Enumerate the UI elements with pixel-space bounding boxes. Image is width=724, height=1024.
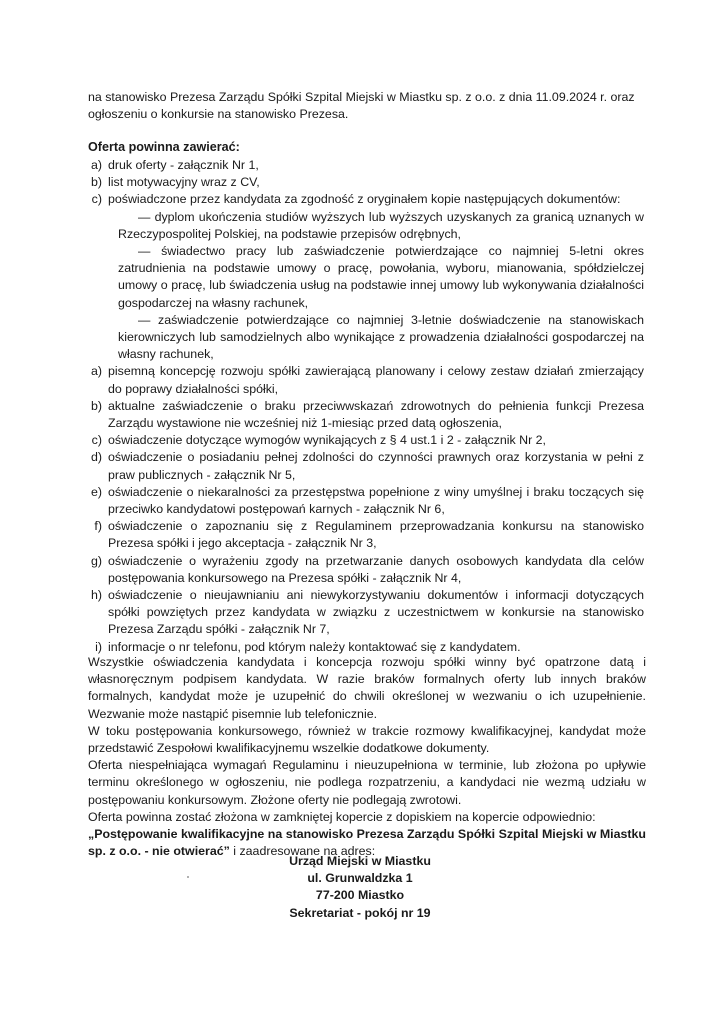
list-item <box>88 484 644 518</box>
list-item-text: oświadczenie o posiadaniu pełnej zdolności do czynności prawnych oraz korzystania w pełni z praw publicznych - załącznik Nr 5, <box>108 450 644 482</box>
scan-speck <box>187 876 189 878</box>
list-marker: h) <box>90 588 102 603</box>
sub-list-text: świadectwo pracy lub zaświadczenie potwierdzające co najmniej 5-letni okres zatrudnienia na podstawie umowy o pracę, powołania, wyboru, mianowania, spółdzielczej umowy o pracę, lub świadczenia usług na podstawie innej umowy lub wykonywania działalności gospodarczej na własny rachunek, <box>118 244 644 310</box>
list-item-text: oświadczenie dotyczące wymogów wynikających z § 4 ust.1 i 2 - załącznik Nr 2, <box>108 433 546 448</box>
list-marker: f) <box>94 519 102 534</box>
list-item <box>88 398 644 432</box>
list-item-text: oświadczenie o nieujawnianiu ani niewykorzystywaniu dokumentów i informacji dotyczących spółki powziętych przez kandydata w związku z uczestnictwem w konkursie na stanowisko Prezesa Zarządu spółki - załącznik Nr 7, <box>108 588 644 637</box>
list-item-text: aktualne zaświadczenie o braku przeciwwskazań zdrowotnych do pełnienia funkcji Prezesa Zarządu wystawione nie wcześniej niż 1-miesiąc przed datą ogłoszenia, <box>108 398 644 431</box>
list-marker: a) <box>90 364 102 379</box>
offer-requirements-list <box>88 157 644 656</box>
list-marker: b) <box>90 175 102 190</box>
offer-heading: Oferta powinna zawierać: <box>88 140 240 154</box>
sub-list-item <box>88 243 644 312</box>
paragraph-envelope: Oferta powinna zostać złożona w zamkniętej kopercie z dopiskiem na kopercie odpowiednio: <box>88 809 596 824</box>
list-item-text: informacje o nr telefonu, pod którym należy kontaktować się z kandydatem. <box>108 639 521 654</box>
list-item-text: oświadczenie o wyrażeniu zgody na przetwarzanie danych osobowych kandydata dla celów postępowania konkursowego na Prezesa spółki - załącznik Nr 4, <box>108 553 644 585</box>
list-item-text: druk oferty - załącznik Nr 1, <box>108 158 259 172</box>
sub-list-dash: — <box>138 244 151 259</box>
mailing-address <box>260 853 460 922</box>
list-marker: a) <box>90 158 102 172</box>
envelope-address-intro: i zaadresowane na adres: <box>229 844 376 859</box>
intro-line-2: ogłoszeniu o konkursie na stanowisko Prezesa. <box>88 107 349 122</box>
paragraph-interview: W toku postępowania konkursowego, również w trakcie rozmowy kwalifikacyjnej, kandydat może przedstawić Zespołowi kwalifikacyjnemu wszelkie dodatkowe dokumenty. <box>88 723 646 756</box>
address-line-2: ul. Grunwaldzka 1 <box>307 871 413 886</box>
address-line-4: Sekretariat - pokój nr 19 <box>289 905 431 920</box>
list-item-text: oświadczenie o zapoznaniu się z Regulaminem przeprowadzania konkursu na stanowisko Prezesa spółki i jego akceptacja - załącznik Nr 3, <box>108 519 644 551</box>
paragraph-rejection: Oferta niespełniająca wymagań Regulaminu i nieuzupełniona w terminie, lub złożona po upływie terminu określonego w ogłoszeniu, nie podlega rozpatrzeniu, a kandydaci nie wezmą udziału w postępowaniu konkursowym. Złożone oferty nie podlegają zwrotowi. <box>88 758 646 807</box>
intro-text <box>88 89 644 123</box>
list-item-text: pisemną koncepcję rozwoju spółki zawierającą planowany i celowy zestaw działań zmierzający do poprawy działalności spółki, <box>108 364 644 396</box>
list-marker: c) <box>91 192 102 207</box>
intro-line-1: na stanowisko Prezesa Zarządu Spółki Szpital Miejski w Miastku sp. z o.o. z dnia 11.09.2024 r. oraz <box>88 90 635 104</box>
list-item <box>88 518 644 552</box>
address-line-3: 77-200 Miastko <box>315 888 405 903</box>
list-marker: e) <box>90 484 102 499</box>
sub-list-item <box>88 209 644 243</box>
list-item <box>88 191 644 208</box>
list-item <box>88 157 644 174</box>
closing-paragraphs <box>88 654 646 860</box>
list-marker: d) <box>90 450 102 465</box>
sub-list-text: dyplom ukończenia studiów wyższych lub wyższych uzyskanych za granicą uznanych w Rzeczypospolitej Polskiej, na podstawie przepisów odrębnych, <box>118 209 644 241</box>
list-item <box>88 553 644 587</box>
list-item <box>88 449 644 483</box>
list-item-text: oświadczenie o niekaralności za przestępstwa popełnione z winy umyślnej i braku toczących się przeciwko kandydatowi postępowań karnych - załącznik Nr 6, <box>108 484 644 517</box>
list-item <box>88 587 644 639</box>
sub-list-dash: — <box>138 312 151 327</box>
address-line-1: Urząd Miejski w Miastku <box>289 854 431 868</box>
list-item <box>88 174 644 191</box>
list-marker: c) <box>91 433 102 448</box>
list-marker: i) <box>95 639 102 654</box>
list-item <box>88 432 644 449</box>
list-item <box>88 363 644 397</box>
sub-list-dash: — <box>138 209 151 224</box>
list-item-text: poświadczone przez kandydata za zgodność z oryginałem kopie następujących dokumentów: <box>108 192 621 207</box>
sub-list-text: zaświadczenie potwierdzające co najmniej 3-letnie doświadczenie na stanowiskach kierowniczych lub samodzielnych albo wynikające z prowadzenia działalności gospodarczej na własny rachunek, <box>118 312 644 362</box>
list-item-text: list motywacyjny wraz z CV, <box>108 175 260 190</box>
envelope-inscription: „Postępowanie kwalifikacyjne na stanowisko Prezesa Zarządu Spółki Szpital Miejski w Miastku sp. z o.o. - nie otwierać” <box>88 827 646 859</box>
list-marker: b) <box>90 398 102 413</box>
paragraph-statements: Wszystkie oświadczenia kandydata i koncepcja rozwoju spółki winny być opatrzone datą i własnoręcznym podpisem kandydata. W razie braków formalnych oferty lub innych braków formalnych, kandydat może je uzupełnić do chwili określonej w wezwaniu o ich uzupełnienie. Wezwanie może nastąpić pisemnie lub telefonicznie. <box>88 655 646 721</box>
list-marker: g) <box>90 553 102 568</box>
sub-list-item <box>88 312 644 364</box>
